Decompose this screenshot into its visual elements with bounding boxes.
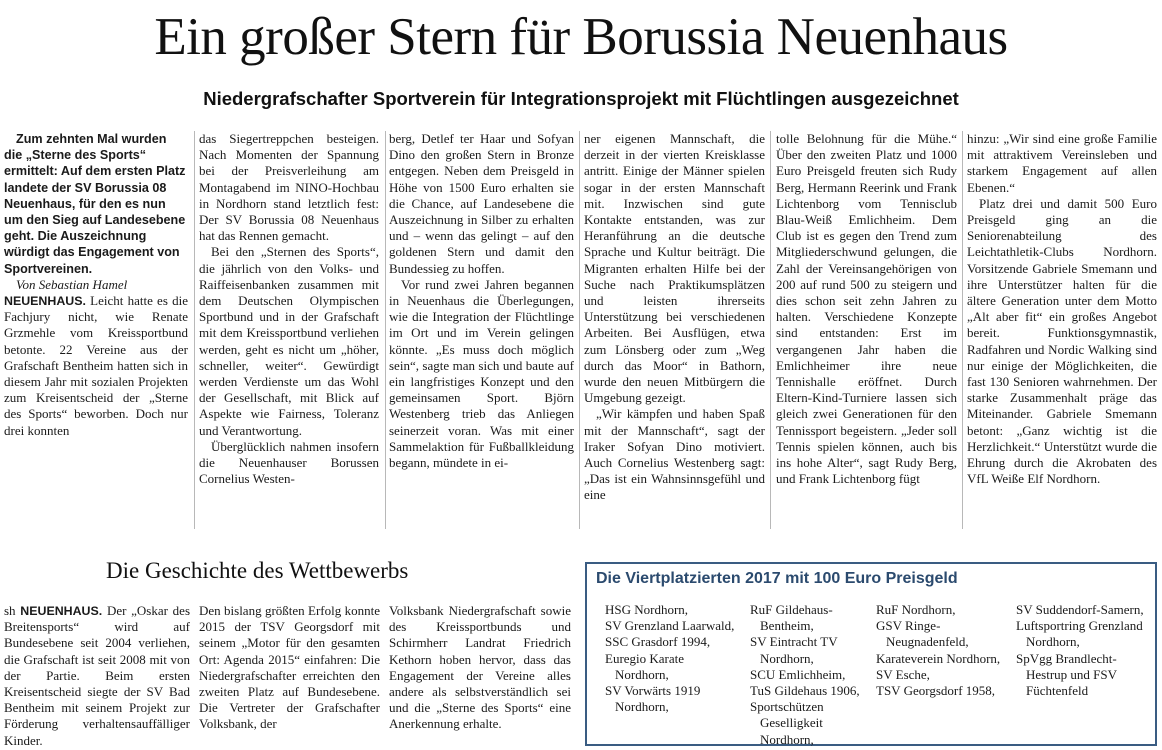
author-initials: sh [4, 603, 16, 618]
club-entry: SCU Emlichheim, [750, 666, 846, 682]
fourth-place-column-1 [605, 602, 737, 715]
column-divider [194, 131, 195, 529]
article-column-4 [584, 131, 765, 504]
club-entry: SV Suddendorf-Samern, [1016, 602, 1144, 617]
byline: Von Sebastian Hamel [16, 276, 128, 292]
article-paragraph: Platz drei und damit 500 Euro Preisgeld ging an die Seniorenabteilung des Leichtathletik-Clubs Nordhorn. Vorsitzende Gabriele Smemann und ihre Unterstützer halten für die ältere Generation unter dem Motto „Alt aber fit“ ein großes Angebot bereit. Funktionsgymnastik, Radfahren und Nordic Walking sind nur einige der Möglichkeiten, die fast 130 Senioren wahrnehmen. Der starke Zusammenhalt präge das Miteinander. Gabriele Smemann betont: „Ganz wichtig ist die Herzlichkeit.“ Unterstützt wurde die Ehrung durch die Akrobaten des VfL Weiße Elf Nordhorn. [967, 195, 1157, 487]
history-column-2 [199, 603, 380, 733]
article-paragraph: Vor rund zwei Jahren begannen in Neuenhaus die Überlegungen, wie die Integration der Flüchtlinge im Ort und im Verein gelingen könnte. „Es muss doch möglich sein“, sagte man sich und baute auf ein langfristiges Konzept und den gemeinsamen Sport. Björn Westenberg trieb das Anliegen seinerzeit voran. Was mit einer Sammelaktion für Fußballkleidung begann, mündete in ei- [389, 276, 574, 471]
article-paragraph: Bei den „Sternen des Sports“, die jährlich von den Volks- und Raiffeisenbanken zusammen mit dem Deutschen Olympischen Sportbund und in der Grafschaft mit dem Kreissportbund verliehen werden, geht es nicht um „höher, schneller, weiter“. Gewürdigt werden Verdienste um das Wohl der Gesellschaft, mit Blick auf Aspekte wie Fairness, Toleranz und Verantwortung. [199, 244, 379, 438]
article-paragraph: Überglücklich nahmen insofern die Neuenhauser Borussen Cornelius Westen- [199, 438, 379, 487]
dateline: NEUENHAUS. [4, 294, 86, 309]
fourth-place-column-4 [1016, 602, 1146, 699]
article-paragraph: hinzu: „Wir sind eine große Familie mit attraktivem Vereinsleben und starkem Engagement auf allen Ebenen.“ [967, 131, 1157, 195]
club-entry: Luftsportring Grenzland Nordhorn, [1016, 618, 1143, 650]
club-entry: Euregio Karate Nordhorn, [605, 650, 685, 682]
club-entry: SV Vorwärts 1919 Nordhorn, [605, 683, 701, 715]
column-divider [385, 131, 386, 529]
club-entry: GSV Ringe-Neugnadenfeld, [876, 618, 969, 650]
club-entry: SV Grenzland Laarwald, [605, 618, 735, 634]
club-entry: SV Esche, [876, 666, 930, 682]
headline: Ein großer Stern für Borussia Neuenhaus [154, 8, 1008, 66]
history-title: Die Geschichte des Wettbewerbs [106, 558, 409, 583]
article-column-6 [967, 131, 1157, 487]
history-column-1 [4, 603, 190, 749]
article-column-5 [776, 131, 957, 487]
fourth-place-column-2 [750, 602, 864, 748]
article-paragraph: tolle Belohnung für die Mühe.“ Über den zweiten Platz und 1000 Euro Preisgeld freuten sich Rudy Berg, Hermann Reerink und Frank Lichtenborg vom Tennisclub Blau-Weiß Emlichheim. Dem Club ist es gegen den Trend zum Mitgliederschwund gelungen, die Zahl der Vereinsangehörigen von 200 auf rund 500 zu steigern und dies schon seit zehn Jahren zu halten. Verschiedene Konzepte sind entstanden: Erst im vergangenen Jahr haben die Emlichheimer ihre neue Tennishalle eröffnet. Durch Eltern-Kind-Turniere lassen sich gleich zwei Generationen für den Tennissport begeistern. „Jeder soll Tennis spielen können, auch bis ins hohe Alter“, sagt Rudy Berg, und Frank Lichtenborg fügt [776, 131, 957, 487]
column-divider [770, 131, 771, 529]
fourth-place-title: Die Viertplatzierten 2017 mit 100 Euro Preisgeld [596, 570, 958, 587]
club-entry: RuF Gildehaus-Bentheim, [750, 602, 833, 634]
history-paragraph: Den bislang größten Erfolg konnte 2015 der TSV Georgsdorf mit seinem „Motor für den gesamten Ort: Agenda 2015“ einfahren: Die Niedergrafschafter erreichten den zweiten Platz auf Bundesebene. Die Vertreter der Grafschafter Volksbank, der [199, 603, 380, 732]
club-entry: Karateverein Nordhorn, [876, 650, 1001, 666]
history-paragraph [4, 603, 190, 749]
column-divider [962, 131, 963, 529]
article-column-2 [199, 131, 379, 487]
article-column-1 [4, 131, 188, 439]
article-paragraph: berg, Detlef ter Haar und Sofyan Dino den großen Stern in Bronze entgegen. Neben dem Preisgeld in Höhe von 1500 Euro erhalten sie die Chance, auf Landesebene die Auszeichnung in Silber zu erhalten und – wenn das gelingt – auf den goldenen Stern und damit den Bundessieg zu hoffen. [389, 131, 574, 276]
column-divider [579, 131, 580, 529]
club-entry: TuS Gildehaus 1906, [750, 683, 860, 699]
article-paragraph: „Wir kämpfen und haben Spaß mit der Mannschaft“, sagt der Iraker Sofyan Dino motiviert. Auch Cornelius Westenberg sagt: „Das ist ein Wahnsinnsgefühl und eine [584, 406, 765, 503]
club-entry: Sportschützen Geselligkeit Nordhorn, [750, 699, 824, 747]
history-column-3 [389, 603, 571, 733]
article-paragraph [4, 293, 188, 439]
club-entry: TSV Georgsdorf 1958, [876, 683, 996, 699]
club-entry: SSC Grasdorf 1994, [605, 634, 711, 650]
lead-paragraph: Zum zehnten Mal wurden die „Sterne des Sports“ ermittelt: Auf dem ersten Platz landete der SV Borussia 08 Neuenhaus, für den es nun um den Sieg auf Landesebene geht. Die Auszeichnung würdigt das Engagement von Sportvereinen. [4, 132, 186, 276]
club-entry: HSG Nordhorn, [605, 602, 689, 617]
paragraph-text: Leicht hatte es die Fachjury nicht, wie Renate Grzmehle vom Kreissportbund betonte. 22 Vereine aus der Grafschaft Bentheim hatten sich in diesem Jahr mit sozialen Projekten zum Kreisentscheid der „Sterne des Sports“ beworben. Doch nur drei konnten [4, 293, 188, 438]
article-column-3 [389, 131, 574, 471]
dateline: NEUENHAUS. [20, 604, 103, 618]
fourth-place-column-3 [876, 602, 1004, 699]
club-entry: SpVgg Brandlecht-Hestrup und FSV Füchtenfeld [1016, 650, 1117, 699]
club-entry: SV Eintracht TV Nordhorn, [750, 634, 838, 666]
history-paragraph: Volksbank Niedergrafschaft sowie des Kreissportbunds und Schirmherr Landrat Friedrich Kethorn hoben hervor, dass das Engagement der Vereine alles andere als selbstverständlich sei und die „Sterne des Sports“ eine Anerkennung erhalte. [389, 603, 571, 732]
subheadline: Niedergrafschafter Sportverein für Integrationsprojekt mit Flüchtlingen ausgezeichnet [203, 88, 959, 109]
paragraph-text: Der „Oskar des Breitensports“ wird auf Bundesebene seit 2004 verliehen, die Grafschaft ist seit 2008 mit von der Partie. Beim ersten Kreisentscheid siegte der SV Bad Bentheim mit seinem Projekt zur Förderung verhaltensauffälliger Kinder. [4, 603, 190, 748]
club-entry: RuF Nordhorn, [876, 602, 956, 617]
article-paragraph: das Siegertreppchen besteigen. Nach Momenten der Spannung bei der Preisverleihung am Montagabend im NINO-Hochbau in Nordhorn stand letztlich fest: Der SV Borussia 08 Neuenhaus hat das Rennen gemacht. [199, 131, 379, 244]
article-paragraph: ner eigenen Mannschaft, die derzeit in der vierten Kreisklasse antritt. Einige der Männer spielen sogar in der ersten Mannschaft mit. Inzwischen sind gute Kontakte entstanden, was zur Heranführung an die deutsche Sprache und Kultur beiträgt. Die Migranten erhalten Hilfe bei der Suche nach Praktikumsplätzen und leisten ihrerseits Unterstützung bei verschiedenen Arbeiten. Bei Ausflügen, etwa zum Lönsberg oder zum „Weg durch das Moor“ in Bathorn, wurde den neuen Mitbürgern die Umgebung gezeigt. [584, 131, 765, 406]
